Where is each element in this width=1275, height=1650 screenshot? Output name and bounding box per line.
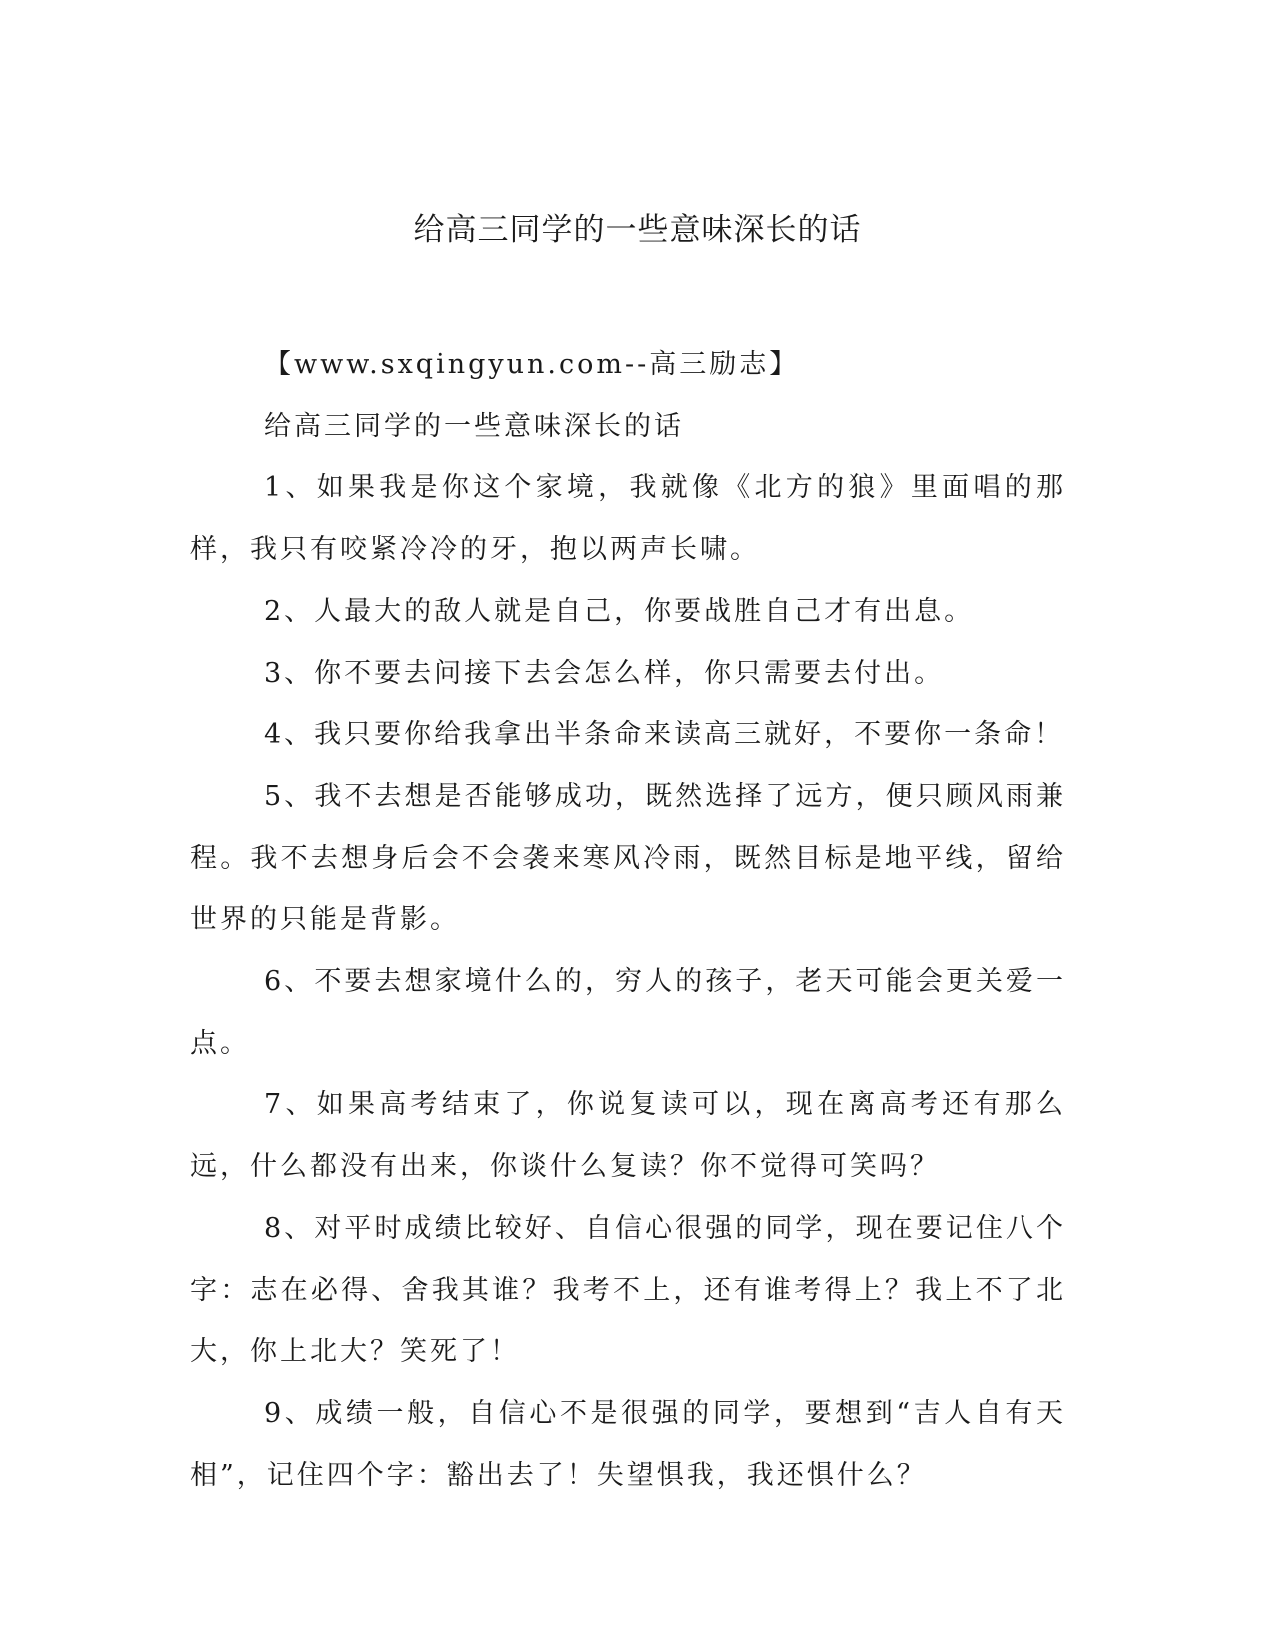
document-title: 给高三同学的一些意味深长的话 bbox=[413, 212, 862, 248]
paragraph-7: 7、如果高考结束了，你说复读可以，现在离高考还有那么远，什么都没有出来，你谈什么复读？你不觉得可笑吗？ bbox=[190, 1089, 1066, 1183]
paragraph-1: 1、如果我是你这个家境，我就像《北方的狼》里面唱的那样，我只有咬紧冷冷的牙，抱以两声长啸。 bbox=[190, 472, 1066, 566]
paragraph-2: 2、人最大的敌人就是自己，你要战胜自己才有出息。 bbox=[264, 595, 975, 627]
paragraph-9: 9、成绩一般，自信心不是很强的同学，要想到“吉人自有天相”，记住四个字：豁出去了！失望惧我，我还惧什么？ bbox=[190, 1397, 1066, 1491]
paragraph-4: 4、我只要你给我拿出半条命来读高三就好，不要你一条命！ bbox=[264, 719, 1065, 751]
subtitle: 给高三同学的一些意味深长的话 bbox=[264, 410, 684, 442]
source-tag: 【www.sxqingyun.com--高三励志】 bbox=[264, 349, 800, 380]
paragraph-5: 5、我不去想是否能够成功，既然选择了远方，便只顾风雨兼程。我不去想身后会不会袭来寒风冷雨，既然目标是地平线，留给世界的只能是背影。 bbox=[190, 780, 1066, 936]
paragraph-8: 8、对平时成绩比较好、自信心很强的同学，现在要记住八个字：志在必得、舍我其谁？我考不上，还有谁考得上？我上不了北大，你上北大？笑死了！ bbox=[190, 1212, 1066, 1368]
paragraph-3: 3、你不要去问接下去会怎么样，你只需要去付出。 bbox=[264, 657, 945, 689]
paragraph-6: 6、不要去想家境什么的，穷人的孩子，老天可能会更关爱一点。 bbox=[190, 966, 1066, 1059]
document-body bbox=[190, 334, 1066, 1506]
